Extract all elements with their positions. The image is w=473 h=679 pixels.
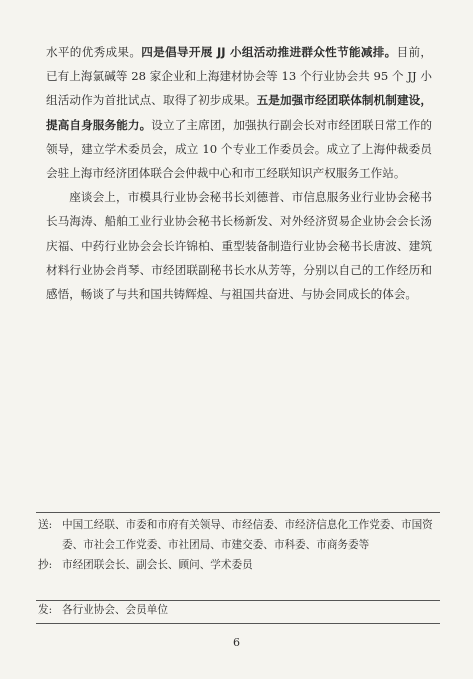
paragraph-text: 设立了主席团，加强执行副会长对市经团联日常工作的领导，建立学术委员会，成立 10 个专业工作委员会。成立了上海仲裁委员会驻上海市经济团体联合会仲裁中心和市工经联知识产权服务工作站。 [46, 117, 432, 181]
distribution-issue-row [38, 601, 436, 621]
page-number: 6 [233, 636, 240, 649]
paragraph-text: 目前，已有上海氯碱等 28 家企业和上海建材协会等 13 个行业协会共 95 个 JJ 小组活动作为首批试点、取得了初步成果。 [46, 45, 432, 108]
bold-heading-institution-building: 五是加强市经团联体制机制建设，提高自身服务能力。 [46, 93, 432, 132]
distribution-issue-label: 发: [38, 604, 53, 616]
distribution-bottom-rule [36, 623, 440, 624]
distribution-copy-text: 市经团联会长、副会长、顾问、学术委员 [62, 558, 253, 571]
distribution-copy-row [38, 556, 436, 576]
distribution-list [38, 516, 436, 575]
distribution-issue-text: 各行业协会、会员单位 [62, 604, 168, 616]
distribution-top-rule [36, 512, 440, 513]
bold-heading-jj-groups: 四是倡导开展 JJ 小组活动推进群众性节能减排。 [141, 45, 397, 59]
distribution-send-row [38, 516, 436, 556]
paragraph-text: 水平的优秀成果。 [46, 45, 142, 59]
distribution-send-text: 中国工经联、市委和市府有关领导、市经信委、市经济信息化工作党委、市国资委、市社会工作党委、市社团局、市建交委、市科委、市商务委等 [62, 519, 433, 551]
distribution-copy-label: 抄: [38, 558, 53, 571]
distribution-send-label: 送: [38, 519, 53, 531]
distribution-issue-list [38, 601, 436, 621]
body-text [46, 40, 432, 306]
paragraph-achievements [46, 40, 432, 185]
paragraph-symposium: 座谈会上，市模具行业协会秘书长刘德普、市信息服务业行业协会秘书长马海涛、船舶工业行业协会秘书长杨新发、对外经济贸易企业协会会长汤庆福、中药行业协会会长许锦柏、重型装备制造行业协会秘书长唐波、建筑材料行业协会肖琴、市经团联副秘书长水从芳等，分别以自己的工作经历和感悟，畅谈了与共和国共铸辉煌、与祖国共奋进、与协会同成长的体会。 [46, 190, 432, 302]
